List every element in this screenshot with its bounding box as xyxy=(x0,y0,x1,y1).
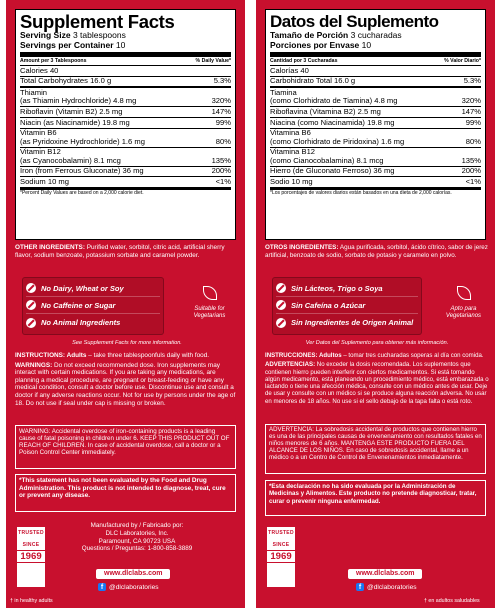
free-from-item: Sin Ingredientes de Origen Animal xyxy=(276,314,418,331)
fda-disclaimer: *Esta declaración no ha sido evaluada por la Administración de Medicinas y Alimentos. Este producto no pretende diagnosticar, tratar, curar o prevenir ninguna enfermedad. xyxy=(265,480,486,516)
facts-row: Iron (from Ferrous Gluconate) 36 mg 200% xyxy=(20,166,231,176)
facts-footnote: *Los porcentajes de valores diarios están basados en una dieta de 2,000 calorías. xyxy=(270,189,452,196)
free-from-box xyxy=(22,277,164,335)
other-ingredients: OTROS INGREDIENTES: Agua purificada, sorbitol, ácido cítrico, sabor de jerez artificial, benzoato de sodio, sorbato de potasio y caramelo en polvo. xyxy=(265,244,488,259)
free-from-box xyxy=(272,277,422,335)
warnings: WARNINGS: Do not exceed recommended dose. Iron supplements may interact with certain medications. If you are taking any medications, are planning a medical procedure, are pregnant or breast-feeding or have any medical condition, consult a doctor before use. Discontinue use and consult a doctor if any adverse reactions occur. Not for use by persons under the age of 18. Do not use if seal under cap is missing or broken. xyxy=(15,361,236,407)
supplement-facts-box xyxy=(265,9,486,240)
facts-row: Calorías 40 xyxy=(270,66,481,77)
warnings: ADVERTENCIAS: No exceder la dosis recomendada. Los suplementos que contienen hierro pueden interferir con ciertos medicamentos. Si está tomando algún medicamento, está planeando un procedimiento médico, está embarazada o lactando o tiene una afección médica, consulte con un médico antes de usar. Deje de usar y consulte con un médico si se produce alguna reacción adversa. No usar en menores de 18 años. No use si el sello debajo de la tapa falta o está roto. xyxy=(265,361,489,405)
prohibited-icon xyxy=(276,300,286,310)
serving-size: Tamaño de Porción 3 cucharadas xyxy=(270,30,402,40)
facts-header: Amount per 3 Tablespoons % Daily Value* xyxy=(20,58,231,65)
manufacturer-info: Manufactured by / Fabricado por: DLC Laboratories, Inc. Paramount, CA 90723 USA Questions / Preguntas: 1-800-858-3889 xyxy=(81,522,193,553)
prohibited-icon xyxy=(276,318,286,328)
facts-row: Sodium 10 mg <1% xyxy=(20,177,231,190)
prohibited-icon xyxy=(26,300,36,310)
iron-overdose-warning: ADVERTENCIA: La sobredosis accidental de productos que contienen hierro es una de las principales causas de envenenamiento con resultados fatales en niños menores de 6 años. MANTENGA ESTE PRODUCTO FUERA DEL ALCANCE DE LOS NIÑOS. En caso de sobredosis accidental, llame a un médico o a un Centro de Control de Envenenamientos inmediatamente. xyxy=(265,424,486,474)
prohibited-icon xyxy=(26,283,36,293)
vegetarian-badge: Apto para Vegetarianos xyxy=(436,286,491,320)
trusted-since-badge: TRUSTED SINCE 1969 xyxy=(17,527,45,587)
facts-row: Carbohidrato Total 16.0 g 5.3% xyxy=(270,77,481,89)
instructions-warnings xyxy=(265,352,489,405)
free-from-item: No Animal Ingredients xyxy=(26,314,160,331)
facts-header: Cantidad por 3 Cucharadas % Valor Diario* xyxy=(270,58,481,65)
facts-row: Tiamina (como Clorhidrato de Tiamina) 4.8 mg 320% xyxy=(270,87,481,106)
facts-row: Calories 40 xyxy=(20,66,231,77)
serving-size: Serving Size 3 tablespoons xyxy=(20,30,126,40)
free-from-item: No Caffeine or Sugar xyxy=(26,297,160,314)
website-link[interactable]: www.dlclabs.com xyxy=(348,569,422,579)
fda-disclaimer: *This statement has not been evaluated by the Food and Drug Administration. This product is not intended to diagnose, treat, cure or prevent any disease. xyxy=(15,474,236,512)
facebook-handle[interactable]: f @dlclaboratories xyxy=(356,583,417,591)
free-from-item: No Dairy, Wheat or Soy xyxy=(26,280,160,297)
facts-title: Supplement Facts xyxy=(20,11,175,32)
facebook-icon: f xyxy=(98,583,106,591)
supplement-facts-box xyxy=(15,9,236,240)
other-ingredients: OTHER INGREDIENTS: Purified water, sorbitol, citric acid, artificial sherry flavor, sodium benzoate, potassium sorbate and caramel powder. xyxy=(15,244,225,259)
facts-row: Thiamin (as Thiamin Hydrochloride) 4.8 mg 320% xyxy=(20,87,231,106)
facts-footnote: *Percent Daily Values are based on a 2,000 calorie diet. xyxy=(20,189,144,196)
prohibited-icon xyxy=(26,318,36,328)
facts-row: Riboflavina (Vitamina B2) 2.5 mg 147% xyxy=(270,106,481,116)
servings-per-container: Servings per Container 10 xyxy=(20,39,126,50)
facts-row: Niacina (como Niacinamida) 19.8 mg 99% xyxy=(270,117,481,127)
footnote-healthy-adults: † en adultos saludables xyxy=(424,598,480,604)
facts-title: Datos del Suplemento xyxy=(270,12,439,31)
leaf-icon xyxy=(457,286,471,300)
vegetarian-badge: Suitable for Vegetarians xyxy=(182,286,237,320)
label-panel-spanish xyxy=(256,0,495,608)
iron-overdose-warning: WARNING: Accidental overdose of iron-containing products is a leading cause of fatal poisoning in children under 6. KEEP THIS PRODUCT OUT OF REACH OF CHILDREN. In case of accidental overdose, call a doctor or a Poison Control Center immediately. xyxy=(15,425,236,469)
servings-per-container: Porciones por Envase 10 xyxy=(270,39,372,50)
instructions: INSTRUCCIONES: Adultos – tomar tres cucharadas soperas al día con comida. xyxy=(265,352,484,359)
facts-row: Total Carbohydrates 16.0 g 5.3% xyxy=(20,77,231,89)
leaf-icon xyxy=(203,286,217,300)
facts-row: Hierro (de Gluconato Ferroso) 36 mg 200% xyxy=(270,166,481,176)
facts-row: Vitamina B12 (como Cianocobalamina) 8.1 mcg 135% xyxy=(270,147,481,165)
trusted-since-badge: TRUSTED SINCE 1969 xyxy=(267,527,295,587)
facts-row: Vitamin B12 (as Cyanocobalamin) 8.1 mcg 135% xyxy=(20,147,231,165)
free-from-item: Sin Cafeína o Azúcar xyxy=(276,297,418,314)
see-facts-note: Ver Datos del Suplemento para obtener más información. xyxy=(305,340,449,346)
facts-row: Niacin (as Niacinamide) 19.8 mg 99% xyxy=(20,117,231,127)
free-from-item: Sin Lácteos, Trigo o Soya xyxy=(276,280,418,297)
facts-row: Sodio 10 mg <1% xyxy=(270,177,481,190)
label-panel-english xyxy=(6,0,245,608)
see-facts-note: See Supplement Facts for more information. xyxy=(72,340,182,346)
facebook-handle[interactable]: f @dlclaboratories xyxy=(98,583,159,591)
facts-row: Riboflavin (Vitamin B2) 2.5 mg 147% xyxy=(20,106,231,116)
footnote-healthy-adults: † in healthy adults xyxy=(10,598,53,604)
facts-row: Vitamina B6 (como Clorhidrato de Piridoxina) 1.6 mg 80% xyxy=(270,128,481,146)
instructions: INSTRUCTIONS: Adults – take three tablespoonfuls daily with food. xyxy=(15,352,210,359)
facebook-icon: f xyxy=(356,583,364,591)
facts-row: Vitamin B6 (as Pyridoxine Hydrochloride) 1.6 mg 80% xyxy=(20,128,231,146)
instructions-warnings xyxy=(15,352,239,407)
prohibited-icon xyxy=(276,283,286,293)
website-link[interactable]: www.dlclabs.com xyxy=(96,569,170,579)
